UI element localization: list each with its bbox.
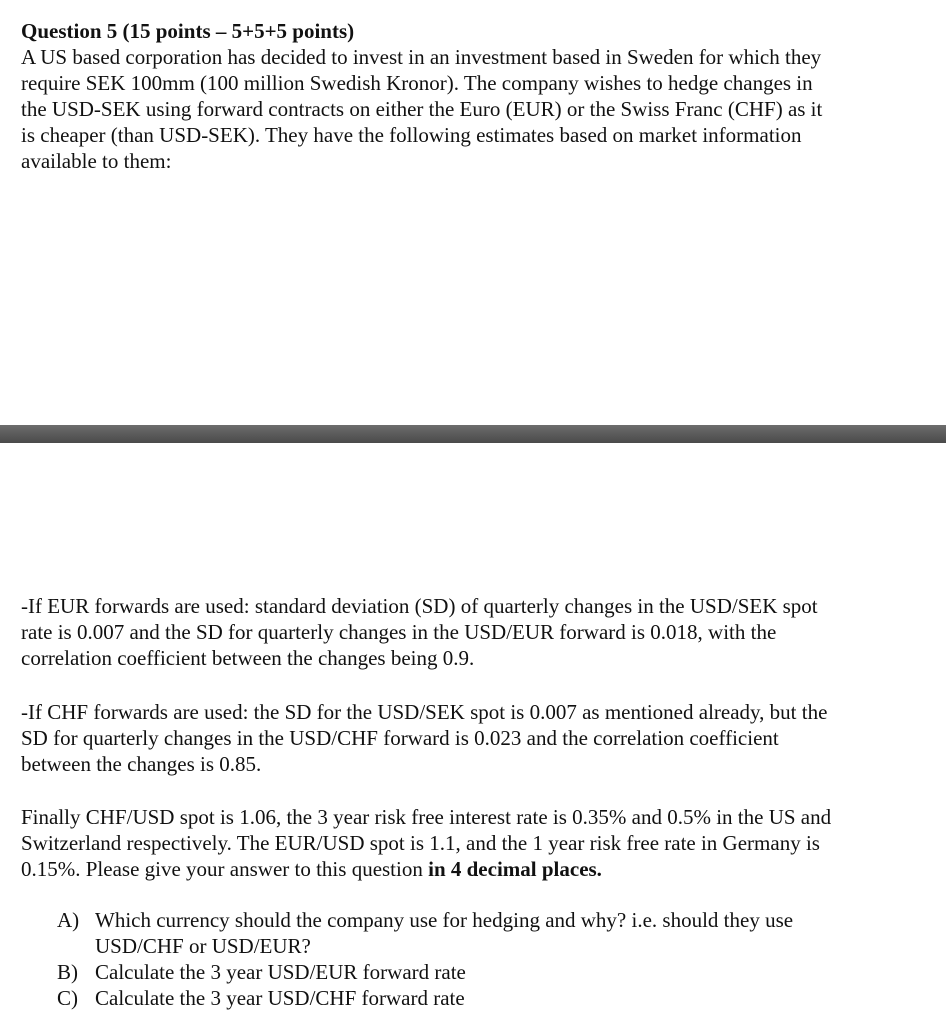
final-line: Switzerland respectively. The EUR/USD spot is 1.1, and the 1 year risk free rate in Germany is [21, 831, 820, 855]
eur-line: correlation coefficient between the changes being 0.9. [21, 646, 475, 670]
chf-line: -If CHF forwards are used: the SD for the USD/SEK spot is 0.007 as mentioned already, but the [21, 700, 828, 724]
sub-question-text: Which currency should the company use for hedging and why? i.e. should they use [95, 908, 794, 932]
intro-line: available to them: [21, 149, 172, 173]
final-paragraph [21, 804, 926, 882]
intro-paragraph [21, 44, 926, 174]
sub-question-text: USD/CHF or USD/EUR? [95, 934, 311, 958]
sub-question-b [57, 959, 917, 985]
eur-line: -If EUR forwards are used: standard deviation (SD) of quarterly changes in the USD/SEK spot [21, 594, 818, 618]
final-line-text: 0.15%. Please give your answer to this question [21, 857, 429, 881]
sub-question-list [57, 907, 917, 1011]
chf-line: SD for quarterly changes in the USD/CHF forward is 0.023 and the correlation coefficient [21, 726, 779, 750]
eur-line: rate is 0.007 and the SD for quarterly changes in the USD/EUR forward is 0.018, with the [21, 620, 777, 644]
question-title: Question 5 (15 points – 5+5+5 points) [21, 19, 355, 43]
sub-question-letter: B) [57, 960, 78, 984]
page-divider [0, 425, 946, 443]
intro-line: is cheaper (than USD-SEK). They have the following estimates based on market information [21, 123, 802, 147]
intro-line: require SEK 100mm (100 million Swedish Kronor). The company wishes to hedge changes in [21, 71, 813, 95]
decimal-places-emphasis: in 4 decimal places. [428, 857, 602, 881]
sub-question-letter: A) [57, 908, 80, 932]
chf-paragraph [21, 699, 926, 777]
intro-line: A US based corporation has decided to invest in an investment based in Sweden for which they [21, 45, 822, 69]
eur-paragraph [21, 593, 926, 671]
intro-line: the USD-SEK using forward contracts on either the Euro (EUR) or the Swiss Franc (CHF) as it [21, 97, 823, 121]
final-line [21, 856, 926, 882]
sub-question-letter: C) [57, 986, 78, 1010]
chf-line: between the changes is 0.85. [21, 752, 262, 776]
sub-question-c [57, 985, 917, 1011]
final-line: Finally CHF/USD spot is 1.06, the 3 year risk free interest rate is 0.35% and 0.5% in the US and [21, 805, 832, 829]
sub-question-text: Calculate the 3 year USD/EUR forward rate [95, 960, 466, 984]
sub-question-text: Calculate the 3 year USD/CHF forward rate [95, 986, 465, 1010]
sub-question-a [57, 907, 917, 959]
